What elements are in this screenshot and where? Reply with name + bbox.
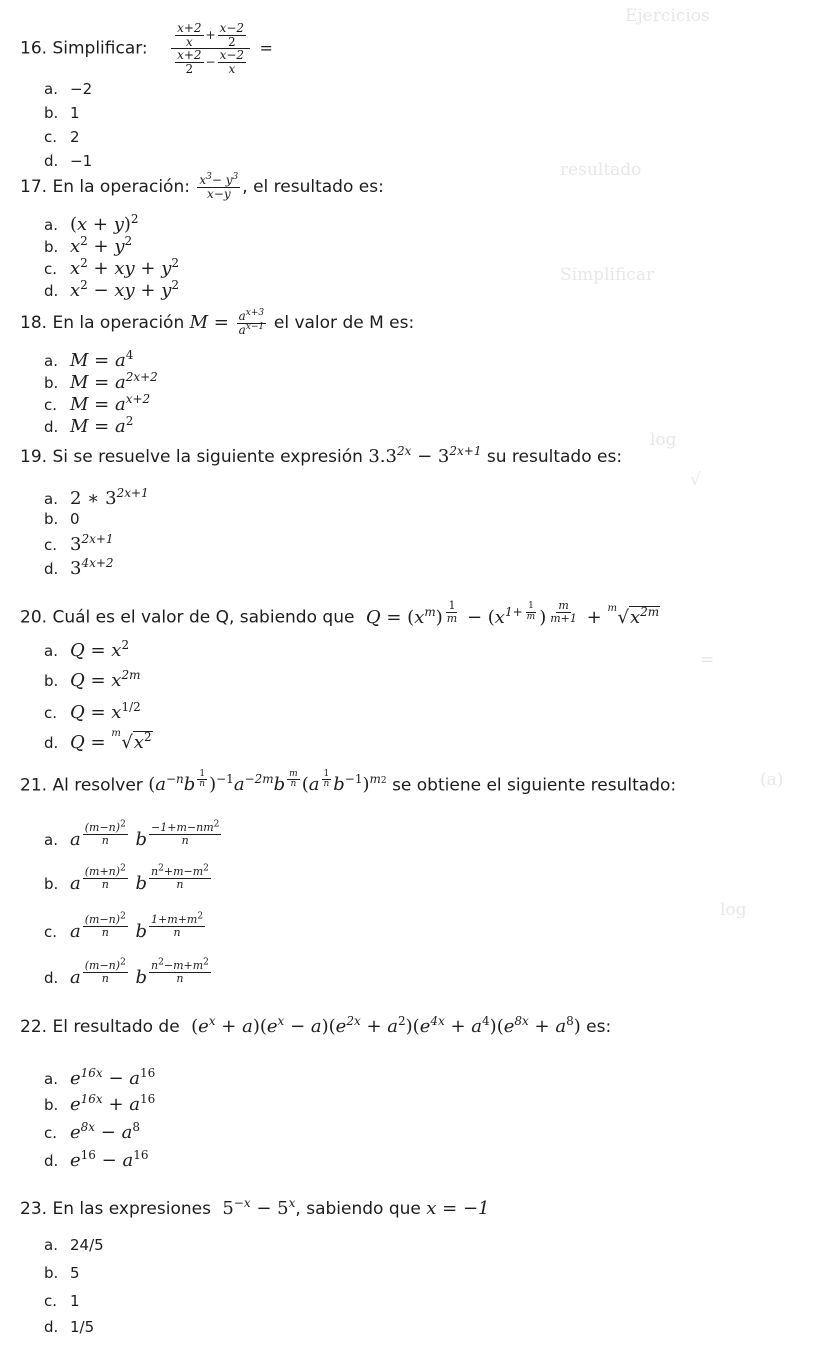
option-b[interactable]: b. $Q = x^{2m}$: [44, 668, 141, 691]
option-c[interactable]: c. $3^{2x+1}$: [44, 532, 114, 555]
option-d[interactable]: d. $e^{16} - a^{16}$: [44, 1148, 149, 1171]
option-b[interactable]: b. 5: [44, 1264, 80, 1282]
question-expression: $(e^x + a)(e^x - a)(e^{2x} + a^2)(e^{4x} + a^4)(e^{8x} + a^8)$: [191, 1014, 581, 1037]
question-number: 21.: [20, 775, 48, 796]
option-a[interactable]: a. $M = a^4$: [44, 348, 134, 371]
ghost-text: resultado: [560, 160, 642, 180]
question-suffix: , el resultado es:: [242, 177, 384, 198]
option-c[interactable]: c. 1: [44, 1292, 80, 1310]
ghost-text: =: [700, 650, 715, 670]
option-b[interactable]: b. a $^{\frac{(m+n)^2}{n}}$ b $^{\frac{n^2+m-m^2}{n}}$: [44, 863, 209, 894]
question-18: [20, 310, 414, 336]
option-d[interactable]: d. Q = m $√x^2$: [44, 728, 152, 753]
question-prompt: En la operación: [52, 313, 185, 334]
option-b[interactable]: b. 0: [44, 510, 80, 528]
option-c[interactable]: c. $x^2$ + xy + $y^2$: [44, 256, 180, 279]
question-expression: M = $\frac{a^{x+3}}{a^{x-1}}$: [189, 308, 265, 337]
ghost-text: (a): [760, 770, 784, 790]
question-number: 17.: [20, 177, 48, 198]
option-d[interactable]: d. $x^2$ − xy + $y^2$: [44, 278, 180, 301]
question-expression: $\frac{x+2}{x}$ + $\frac{x-2}{2}$ $\frac{x+2}{2}$ − $\frac{x-2}{x}$: [171, 22, 250, 75]
option-b[interactable]: b. 1: [44, 104, 80, 122]
option-c[interactable]: c. $e^{8x} - a^8$: [44, 1120, 140, 1143]
question-suffix: se obtiene el siguiente resultado:: [392, 775, 677, 796]
question-number: 20.: [20, 607, 48, 628]
option-c[interactable]: c. 2: [44, 128, 80, 146]
question-prompt: Cuál es el valor de Q, sabiendo que: [52, 607, 355, 628]
question-prompt: En las expresiones: [52, 1199, 211, 1219]
question-number: 19.: [20, 447, 48, 467]
ghost-text: Simplificar: [560, 265, 655, 285]
option-b[interactable]: b. $e^{16x} + a^{16}$: [44, 1092, 156, 1115]
option-a[interactable]: a. $Q = x^2$: [44, 638, 130, 661]
question-prompt: Al resolver: [52, 775, 143, 796]
question-expression: $Q = (x^m)$ $^{\frac{1}{m}}$ − ($x^{1+ \frac{1}{m}}$ ) $^{\frac{m}{m+1}}$ + m $√x^{2m}$: [365, 599, 660, 628]
option-d[interactable]: d. $3^{4x+2}$: [44, 556, 114, 579]
option-d[interactable]: d. a $^{\frac{(m-n)^2}{n}}$ b $^{\frac{n^2-m+m^2}{n}}$: [44, 957, 209, 988]
option-a[interactable]: a. 2 ∗ $3^{2x+1}$: [44, 486, 149, 509]
option-b[interactable]: b. $x^2 + y^2$: [44, 234, 133, 257]
option-c[interactable]: c. $M = a^{x+2}$: [44, 392, 151, 415]
question-prompt: En la operación:: [52, 177, 190, 198]
question-number: 23.: [20, 1199, 48, 1219]
option-b[interactable]: b. $M = a^{2x+2}$: [44, 370, 158, 393]
question-21: [20, 770, 676, 795]
option-d[interactable]: d. 1/5: [44, 1318, 95, 1336]
question-number: 22.: [20, 1017, 48, 1037]
question-19: [20, 446, 622, 467]
option-a[interactable]: a. a $^{\frac{(m-n)^2}{n}}$ b $^{\frac{-1+m-nm^2}{n}}$: [44, 819, 220, 850]
question-suffix: el valor de M es:: [273, 313, 415, 334]
question-suffix: es:: [586, 1017, 612, 1037]
ghost-text: log: [650, 430, 677, 450]
question-23: [20, 1198, 489, 1219]
question-20: [20, 600, 660, 628]
option-a[interactable]: a. $(x + y)^2$: [44, 212, 139, 235]
question-number: 18.: [20, 313, 48, 334]
ghost-text: √: [690, 470, 701, 490]
option-a[interactable]: a. $e^{16x} - a^{16}$: [44, 1066, 156, 1089]
question-16: 16. Simplificar: $\frac{x+2}{x}$ + $\frac{x-2}{2}$ $\frac{x+2}{2}$ − $\frac{x-2}{x}$ =: [20, 21, 273, 76]
question-prompt: Si se resuelve la siguiente expresión: [52, 447, 363, 467]
question-suffix: , sabiendo que: [295, 1199, 421, 1219]
option-a[interactable]: a. 24/5: [44, 1236, 104, 1254]
option-a[interactable]: a. −2: [44, 80, 93, 98]
question-22: [20, 1016, 611, 1037]
option-c[interactable]: c. $Q = x^{1/2}$: [44, 700, 141, 723]
option-d[interactable]: d. −1: [44, 152, 93, 170]
question-prompt: Simplificar:: [52, 38, 148, 59]
option-d[interactable]: d. $M = a^2$: [44, 414, 134, 437]
question-expression: $\frac{x^3- y^3}{x-y}$: [199, 172, 239, 201]
option-c[interactable]: c. a $^{\frac{(m-n)^2}{n}}$ b $^{\frac{1+m+m^2}{n}}$: [44, 911, 204, 942]
question-17: [20, 174, 384, 200]
question-expression: $3.3^{2x} - 3^{2x+1}$: [368, 444, 482, 467]
question-expression: ($a^{-n}b$ $^{\frac{1}{n}}$ )$^{-1}a^{-2m}b$ $^{\frac{m}{n}}$ (a $^{\frac{1}{n}}$ $b^{-1})^{m2}$: [148, 769, 387, 796]
question-suffix: su resultado es:: [486, 447, 623, 467]
ghost-text: Ejercicios: [625, 6, 710, 26]
question-expression: $5^{-x} - 5^x$: [222, 1196, 296, 1219]
ghost-text: log: [720, 900, 747, 920]
question-number: 16.: [20, 38, 48, 59]
question-prompt: El resultado de: [52, 1017, 180, 1037]
question-condition: x = −1: [426, 1198, 490, 1219]
